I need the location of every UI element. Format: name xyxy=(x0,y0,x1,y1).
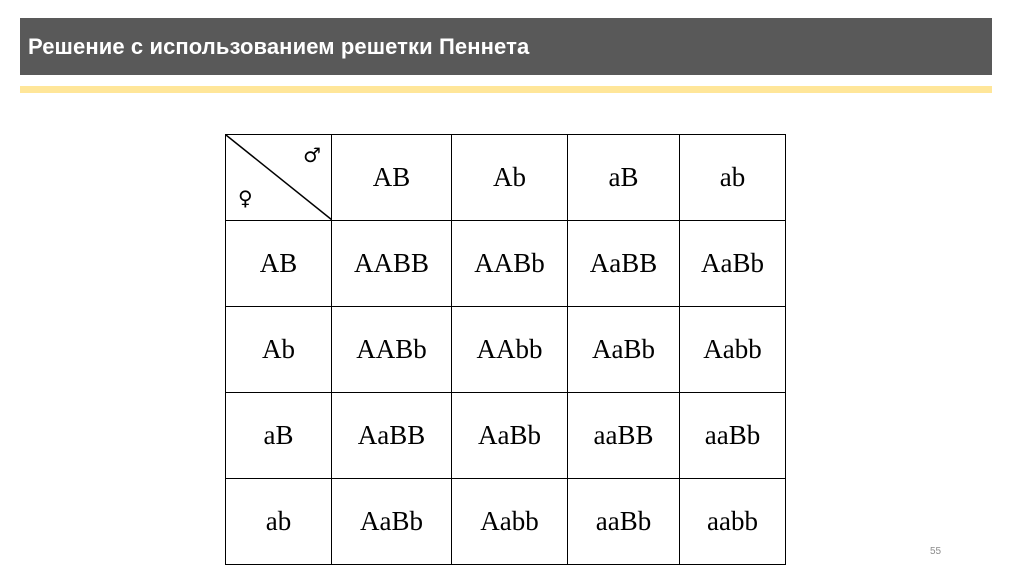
genotype-cell: Aabb xyxy=(452,479,568,565)
genotype-cell: aaBb xyxy=(568,479,680,565)
table-row xyxy=(226,479,786,565)
column-header: ab xyxy=(680,135,786,221)
punnett-square xyxy=(225,134,786,565)
row-header: Ab xyxy=(226,307,332,393)
genotype-cell: AABb xyxy=(332,307,452,393)
slide-title: Решение с использованием решетки Пеннета xyxy=(28,33,530,59)
genotype-cell: AaBB xyxy=(568,221,680,307)
accent-line xyxy=(20,86,992,93)
genotype-cell: AaBb xyxy=(332,479,452,565)
header-row xyxy=(226,135,786,221)
genotype-cell: aabb xyxy=(680,479,786,565)
genotype-cell: AaBb xyxy=(568,307,680,393)
corner-cell xyxy=(226,135,332,221)
table-row xyxy=(226,393,786,479)
genotype-cell: AABb xyxy=(452,221,568,307)
genotype-cell: Aabb xyxy=(680,307,786,393)
table-row xyxy=(226,307,786,393)
page-number: 55 xyxy=(930,546,942,557)
column-header: AB xyxy=(332,135,452,221)
genotype-cell: AaBB xyxy=(332,393,452,479)
genotype-cell: aaBB xyxy=(568,393,680,479)
male-symbol-icon: ♂ xyxy=(303,143,321,167)
column-header: Ab xyxy=(452,135,568,221)
genotype-cell: aaBb xyxy=(680,393,786,479)
genotype-cell: AABB xyxy=(332,221,452,307)
column-header: aB xyxy=(568,135,680,221)
female-symbol-icon: ♀ xyxy=(238,186,253,210)
row-header: ab xyxy=(226,479,332,565)
row-header: aB xyxy=(226,393,332,479)
genotype-cell: AaBb xyxy=(452,393,568,479)
genotype-cell: AaBb xyxy=(680,221,786,307)
genotype-cell: AAbb xyxy=(452,307,568,393)
row-header: AB xyxy=(226,221,332,307)
table-row xyxy=(226,221,786,307)
title-bar xyxy=(20,18,992,75)
